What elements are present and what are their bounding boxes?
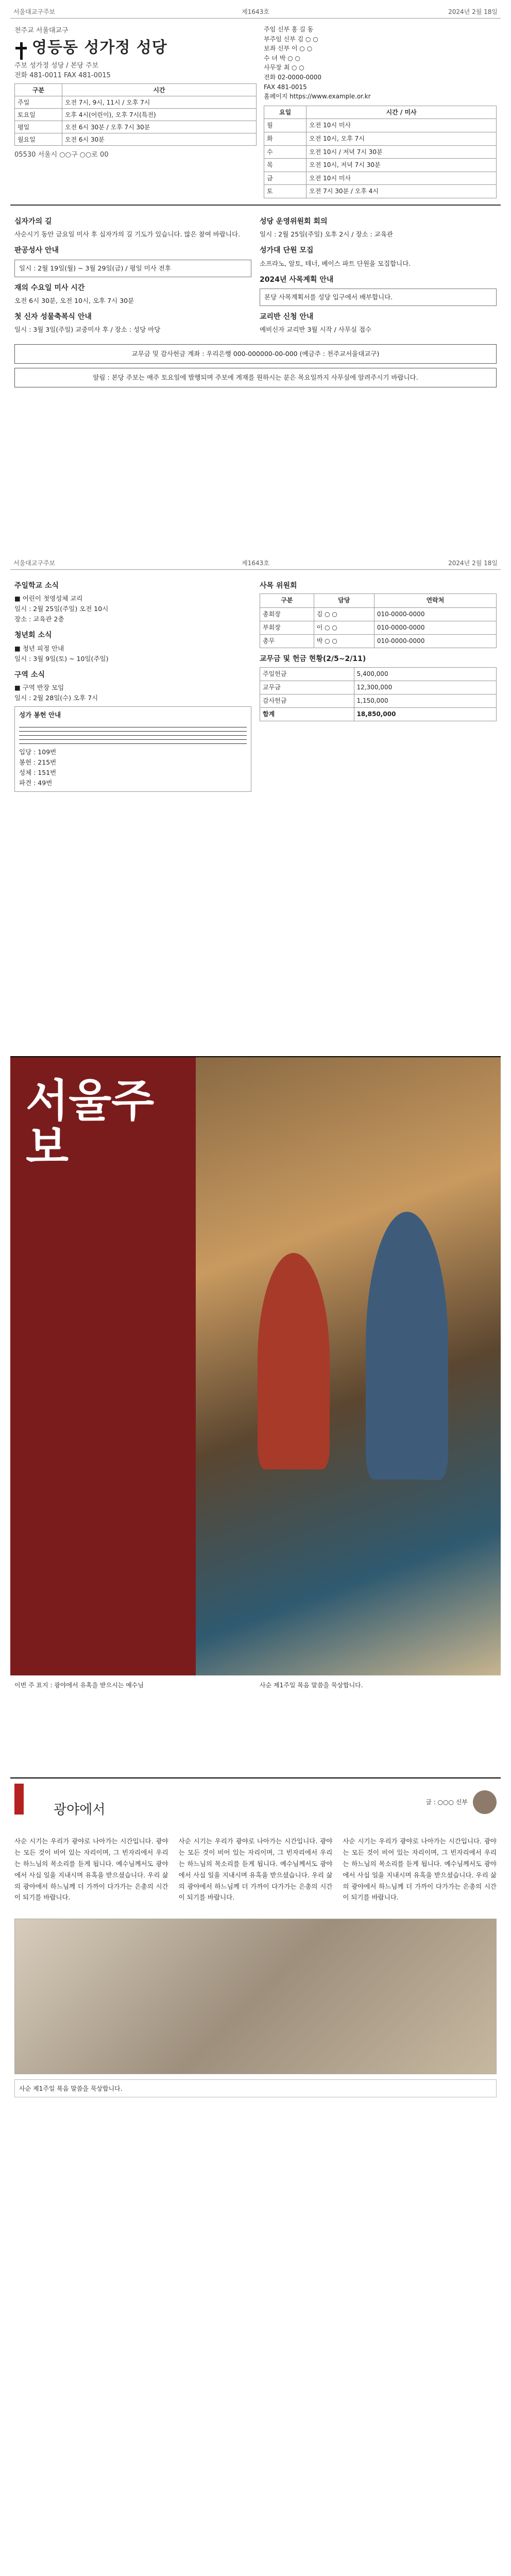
weekday-cell: 오전 10시 / 저녁 7시 30분 [306,145,497,159]
staff-list [264,25,497,198]
mass-cell: 평일 [15,121,62,133]
topline-left: 서울대교구주보 [13,560,56,567]
cover-brand-panel [10,1057,196,1675]
mass-header-cell: 구분 [15,83,62,96]
article-title: 광야에서 [54,1802,106,1818]
topline-left: 서울대교구주보 [13,8,56,15]
staff-line: 보좌 신부 이 ○ ○ [264,45,313,53]
notice-body: 일시 : 2월 19일(월) ~ 3월 29일(금) / 평일 미사 전후 [14,260,251,277]
song-box-title: 성가 봉헌 안내 [19,711,61,719]
article-text: 사순 시기는 우리가 광야로 나아가는 시간입니다. 광야는 모든 것이 비어 있는 자리이며, 그 빈자리에서 우리는 하느님의 목소리를 듣게 됩니다. 예수님께서도 광야에서 사십 일을 지내시며 유혹을 받으셨습니다. 우리 삶의 광야에서 하느님께 더 가까이 다가가는 은총의 시간이 되기를 바랍니다. [343,1837,497,1902]
staff-line: FAX 481-0015 [264,83,307,91]
section-title: 구역 소식 [14,670,45,679]
notice-body: 본당 사목계획서를 성당 입구에서 배부합니다. [260,289,497,306]
weekday-cell: 금 [264,172,306,185]
song-line: 봉헌 : 215번 [19,758,57,767]
finance-cell: 주일헌금 [260,667,354,681]
notice-body: 소프라노, 알토, 테너, 베이스 파트 단원을 모집합니다. [260,259,411,267]
weekday-schedule-table [264,106,497,198]
committee-cell: 010-0000-0000 [374,621,496,634]
notice-body: 예비신자 교리반 3월 시작 / 사무실 접수 [260,326,372,334]
music-staff-icon [19,723,247,744]
weekday-header-cell: 시간 / 미사 [306,106,497,119]
page2-right-column [260,575,497,795]
committee-cell: 부회장 [260,621,314,634]
weekday-cell: 목 [264,159,306,172]
avatar [473,1790,497,1814]
caption-left: 이번 주 표지 : 광야에서 유혹을 받으시는 예수님 [14,1682,144,1689]
weekday-cell: 수 [264,145,306,159]
page2-left-column [14,575,251,795]
notice-title: 성당 운영위원회 회의 [260,217,328,226]
staff-line: 전화 02-0000-0000 [264,73,322,81]
mass-cell: 토요일 [15,108,62,121]
notice-body: 일시 : 3월 3일(주일) 교중미사 후 / 장소 : 성당 마당 [14,326,161,334]
mass-cell: 오전 6시 30분 [62,133,256,145]
committee-table [260,594,497,648]
cross-icon [14,42,28,60]
mass-cell: 오전 6시 30분 / 오후 7시 30분 [62,121,256,133]
finance-cell: 5,400,000 [354,667,497,681]
notice-title: 교리반 신청 안내 [260,313,314,321]
parish-header [10,19,501,206]
weekday-cell: 오전 10시 미사 [306,172,497,185]
parish-address: 05530 서울시 ○○구 ○○로 00 [14,150,109,159]
parish-subtitle: 주보 성가정 성당 / 본당 주보 [14,61,99,70]
finance-cell: 1,150,000 [354,694,497,707]
notice-body: 오전 6시 30분, 오전 10시, 오후 7시 30분 [14,297,134,305]
section-title: 주일학교 소식 [14,582,59,590]
section-line: 장소 : 교육관 2층 [14,615,64,623]
topline-center: 제1643호 [242,560,269,567]
notice-title: 2024년 사목계획 안내 [260,275,334,284]
mass-header-cell: 시간 [62,83,256,96]
finance-cell: 감사헌금 [260,694,354,707]
topline-right: 2024년 2월 18일 [448,560,498,567]
section-tab [14,1784,24,1815]
notices-right-column [260,211,497,335]
song-line: 성체 : 151번 [19,769,57,777]
painting-figure [366,1212,448,1480]
staff-line: 수 녀 박 ○ ○ [264,54,300,62]
committee-cell: 박 ○ ○ [314,634,374,648]
magazine-cover [10,1056,501,1696]
mass-cell: 월요일 [15,133,62,145]
weekday-header-cell: 요일 [264,106,306,119]
caption-right: 사순 제1주일 복음 말씀을 묵상합니다. [260,1682,363,1689]
committee-cell: 010-0000-0000 [374,607,496,621]
weekday-cell: 월 [264,119,306,132]
page2-columns [10,570,501,800]
committee-cell: 김 ○ ○ [314,607,374,621]
committee-header-cell: 담당 [314,594,374,607]
song-line: 파견 : 49번 [19,779,53,787]
notices-left-column [14,211,251,335]
page1-notices [10,206,501,341]
bulletin-page-1 [10,5,501,392]
painting-figure [258,1253,330,1469]
finance-cell: 12,300,000 [354,681,497,694]
finance-cell: 18,850,000 [354,708,497,721]
article-text: 사순 시기는 우리가 광야로 나아가는 시간입니다. 광야는 모든 것이 비어 있는 자리이며, 그 빈자리에서 우리는 하느님의 목소리를 듣게 됩니다. 예수님께서도 광야에서 사십 일을 지내시며 유혹을 받으셨습니다. 우리 삶의 광야에서 하느님께 더 가까이 다가가는 은총의 시간이 되기를 바랍니다. [14,1837,168,1902]
finance-title: 교무금 및 헌금 현황(2/5~2/11) [260,655,366,664]
staff-line: 주임 신부 홍 길 동 [264,26,314,33]
staff-line: 사무장 최 ○ ○ [264,64,304,72]
section-line: ■ 청년 피정 안내 [14,644,64,652]
song-line: 입당 : 109번 [19,748,57,756]
org-line: 천주교 서울대교구 [14,27,69,35]
section-line: ■ 어린이 첫영성체 교리 [14,595,83,603]
committee-title: 사목 위원회 [260,582,297,590]
committee-cell: 010-0000-0000 [374,634,496,648]
notice-title: 십자가의 길 [14,217,52,226]
magazine-brand: 서울주보 [26,1075,155,1174]
finance-table [260,667,497,722]
bulletin-page-2 [10,556,501,800]
article-body [10,1825,501,1913]
notice-title: 판공성사 안내 [14,246,59,255]
section-line: ■ 구역 반장 모임 [14,684,64,692]
parish-phone: 전화 481-0011 FAX 481-0015 [14,71,111,79]
article-1 [10,1777,501,2103]
author-name: 글 : ○○○ 신부 [425,1799,468,1806]
mass-cell: 오전 7시, 9시, 11시 / 오후 7시 [62,96,256,108]
notice-body: 사순시기 동안 금요일 미사 후 십자가의 길 기도가 있습니다. 많은 참여 바랍니다. [14,230,241,239]
section-line: 일시 : 2월 25일(주일) 오전 10시 [14,605,109,613]
weekday-cell: 오전 10시, 오후 7시 [306,132,497,145]
song-box [14,706,251,792]
committee-cell: 총회장 [260,607,314,621]
staff-line[interactable]: 홈페이지 https://www.example.or.kr [264,93,371,100]
page-topline [10,5,501,19]
weekday-cell: 오전 10시 미사 [306,119,497,132]
cover-layout [10,1057,501,1675]
notice-center: 알림 : 본당 주보는 매주 토요일에 발행되며 주보에 게재를 원하시는 분은 목요일까지 사무실에 알려주시기 바랍니다. [14,368,497,387]
weekday-cell: 오전 10시, 저녁 7시 30분 [306,159,497,172]
finance-cell: 합계 [260,708,354,721]
page-topline [10,556,501,570]
mass-cell: 오후 4시(어린이), 오후 7시(특전) [62,108,256,121]
committee-cell: 총무 [260,634,314,648]
cover-painting [196,1057,501,1675]
notice-body: 일시 : 2월 25일(주일) 오후 2시 / 장소 : 교육관 [260,230,394,239]
topline-right: 2024년 2월 18일 [448,8,498,15]
article-text: 사순 시기는 우리가 광야로 나아가는 시간입니다. 광야는 모든 것이 비어 있는 자리이며, 그 빈자리에서 우리는 하느님의 목소리를 듣게 됩니다. 예수님께서도 광야에서 사십 일을 지내시며 유혹을 받으셨습니다. 우리 삶의 광야에서 하느님께 더 가까이 다가가는 은총의 시간이 되기를 바랍니다. [178,1837,333,1902]
section-line: 일시 : 2월 28일(수) 오후 7시 [14,694,98,702]
weekday-cell: 오전 7시 30분 / 오후 4시 [306,185,497,198]
section-title: 청년회 소식 [14,631,52,640]
weekday-cell: 화 [264,132,306,145]
committee-cell: 이 ○ ○ [314,621,374,634]
ad-strip: 사순 제1주일 복음 말씀을 묵상합니다. [14,2079,497,2097]
mass-cell: 주일 [15,96,62,108]
staff-line: 부주임 신부 김 ○ ○ [264,35,318,43]
section-line: 일시 : 3월 9일(토) ~ 10일(주일) [14,654,109,663]
mass-schedule-table [14,83,257,146]
donation-box: 교무금 및 감사헌금 계좌 : 우리은행 000-000000-00-000 (예금주 : 천주교서울대교구) [14,344,497,364]
finance-cell: 교무금 [260,681,354,694]
notice-title: 첫 신자 성물축복식 안내 [14,313,92,321]
article-photo [14,1919,497,2074]
notice-title: 성가대 단원 모집 [260,246,314,255]
notice-title: 재의 수요일 미사 시간 [14,283,85,292]
article-author [425,1784,497,1820]
committee-header-cell: 연락처 [374,594,496,607]
parish-name: 영등동 성가정 성당 [32,39,167,57]
cover-captions [10,1675,501,1696]
topline-center: 제1643호 [242,8,269,15]
committee-header-cell: 구분 [260,594,314,607]
weekday-cell: 토 [264,185,306,198]
